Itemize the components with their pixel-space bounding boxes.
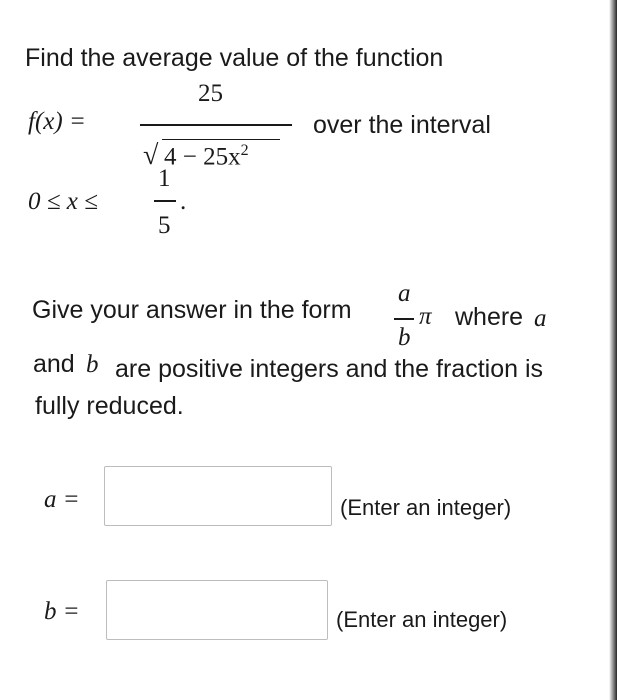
interval-denominator: 5 <box>158 212 171 239</box>
instructions-line3: fully reduced. <box>35 392 184 420</box>
right-edge-shadow <box>609 0 617 700</box>
function-denominator: $4 - 25x^2$ <box>164 142 249 171</box>
answer-a-label: a = <box>44 486 80 513</box>
interval-inequality: 0 ≤ x ≤ <box>28 188 98 215</box>
instructions-line1: Give your answer in the form <box>32 296 352 324</box>
interval-numerator: 1 <box>158 165 171 192</box>
sqrt-symbol: √ <box>143 140 159 171</box>
form-numerator: a <box>398 280 411 307</box>
interval-text: over the interval <box>313 111 491 139</box>
answer-b-label: b = <box>44 598 80 625</box>
function-fraction-bar <box>140 124 292 126</box>
sqrt-overline <box>162 139 280 140</box>
answer-b-input[interactable] <box>106 580 328 640</box>
form-denominator: b <box>398 324 411 351</box>
instructions-where: where <box>455 303 524 331</box>
var-b: b <box>86 351 99 378</box>
instructions-and: and <box>33 350 75 378</box>
answer-a-input[interactable] <box>104 466 332 526</box>
answer-a-hint: (Enter an integer) <box>340 495 512 520</box>
interval-period: . <box>180 188 187 215</box>
function-lhs: f(x) = <box>28 108 86 135</box>
interval-fraction-bar <box>154 200 176 202</box>
denominator-exponent: 2 <box>240 142 249 159</box>
intro-text: Find the average value of the function <box>25 44 444 72</box>
pi-symbol: π <box>419 303 432 330</box>
function-numerator: 25 <box>198 80 223 107</box>
answer-b-hint: (Enter an integer) <box>336 607 508 632</box>
var-a: a <box>534 305 547 332</box>
instructions-line2: are positive integers and the fraction is <box>115 355 544 383</box>
form-fraction-bar <box>394 318 414 320</box>
